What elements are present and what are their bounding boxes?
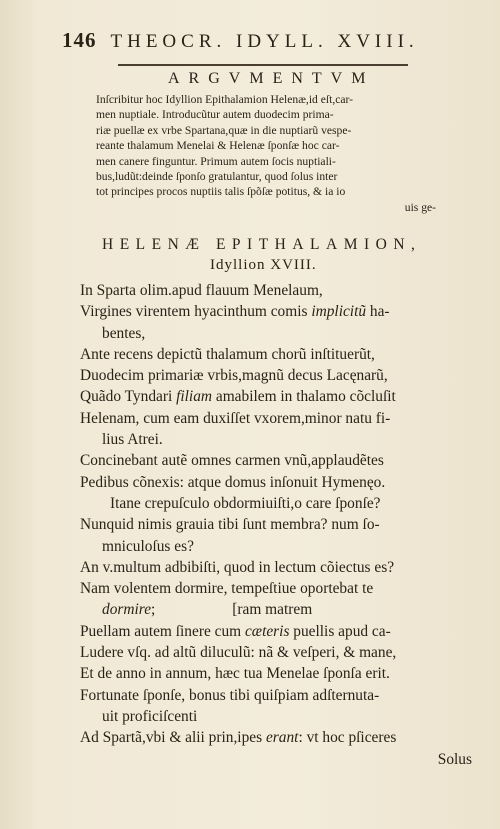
poem-line: Ad Spartã,vbi & alii prin,ipes erant: vt hoc pſiceres (80, 729, 397, 747)
catchword: Solus (437, 750, 472, 768)
argument-line: men nuptiale. Introducũtur autem duodecim prima- (96, 108, 334, 122)
argument-line: bus,ludũt:deinde ſponſo gratulantur, quod ſolus inter (96, 170, 338, 184)
argument-line: men canere finguntur. Primum autem ſocis nuptiali- (96, 154, 336, 168)
poem-line: Itane crepuſculo obdormiuiſti,o care ſponſe? (110, 494, 381, 512)
page-number: 146 (62, 28, 97, 52)
argument-line: tot principes procos nuptiis talis ſpõſæ potitus, & ia io (96, 185, 346, 199)
poem-line: Fortunate ſponſe, bonus tibi quiſpiam adſternuta- (80, 686, 380, 704)
poem-line: lius Atrei. (102, 431, 163, 449)
poem-line: Ludere vſq. ad altũ diluculũ: nã & veſperi, & mane, (80, 644, 397, 662)
argument-text (96, 92, 436, 215)
poem-subheading: Idyllion XVIII. (210, 257, 317, 273)
poem-line: Duodecim primariæ vrbis,magnũ decus Lacęnarũ, (80, 367, 388, 385)
poem-line: Ante recens depictũ thalamum chorũ inſtituerũt, (80, 345, 375, 363)
poem-line: mniculoſus es? (102, 537, 194, 555)
argument-line: reante thalamum Menelai & Helenæ ſponſæ hoc car- (96, 139, 340, 153)
header-rule (118, 64, 408, 66)
poem-line: Concinebant autẽ omnes carmen vnũ,applaudẽtes (80, 452, 384, 470)
poem-line: Virgines virentem hyacinthum comis implicitũ ha- (80, 303, 390, 321)
poem-line: Et de anno in annum, hæc tua Menelae ſponſa erit. (80, 665, 390, 683)
argument-heading: ARGVMENTVM (168, 70, 375, 87)
argument-line: Inſcribitur hoc Idyllion Epithalamion Helenæ,id eſt,car- (96, 93, 354, 106)
poem-line: Nam volentem dormire, tempeſtiue oportebat te (80, 580, 374, 598)
poem-heading: HELENÆ EPITHALAMION, (102, 236, 422, 253)
poem-text (80, 280, 478, 770)
poem-line: Puellam autem ſinere cum cæteris puellis apud ca- (80, 622, 391, 640)
poem-line: Pedibus cõnexis: atque domus inſonuit Hymenęo. (80, 473, 386, 491)
poem-line: In Sparta olim.apud flauum Menelaum, (80, 282, 323, 299)
running-head: THEOCR. IDYLL. XVIII. (110, 31, 419, 52)
poem-line: dormire; [ram matrem (102, 601, 313, 619)
poem-line: uit proficiſcenti (102, 707, 198, 725)
poem-line: bentes, (102, 324, 146, 342)
poem-line: Helenam, cum eam duxiſſet vxorem,minor natu fi- (80, 409, 391, 427)
poem-line: Quãdo Tyndari filiam amabilem in thalamo cõcluſit (80, 388, 396, 406)
poem-line: Nunquid nimis grauia tibi ſunt membra? num ſo- (80, 516, 380, 534)
page-header (62, 28, 472, 54)
poem-line: An v.multum adbibiſti, quod in lectum cõiectus es? (80, 558, 395, 576)
argument-line: uis ge- (404, 200, 436, 214)
argument-line: riæ puellæ ex vrbe Spartana,quæ in die nuptiarũ vespe- (96, 123, 352, 137)
